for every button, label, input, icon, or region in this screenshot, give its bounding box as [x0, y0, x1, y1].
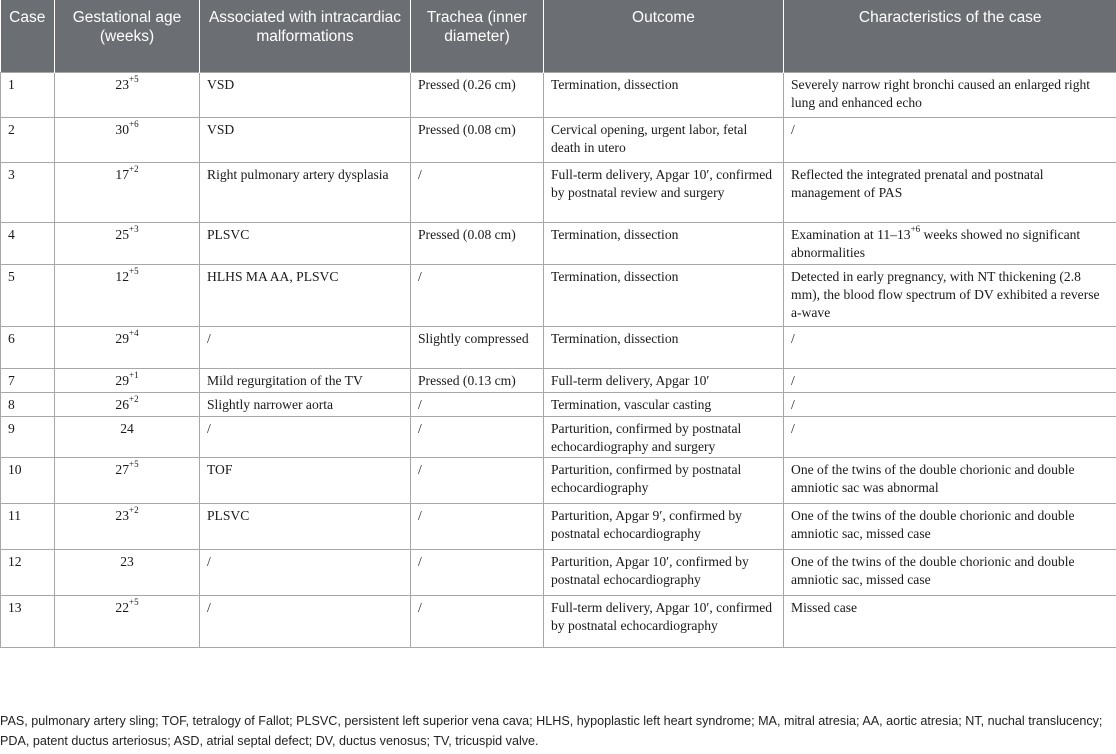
outcome	[544, 549, 784, 595]
associated-malformation	[200, 392, 411, 416]
trachea-diameter	[411, 595, 544, 647]
associated-malformation-text: VSD	[207, 121, 235, 137]
associated-malformation	[200, 416, 411, 457]
gestational-age	[55, 392, 200, 416]
gestational-age-text: 27	[115, 461, 129, 477]
gestational-age	[55, 264, 200, 326]
case-number-text: 3	[8, 166, 15, 182]
case-characteristics-text: /	[791, 330, 795, 346]
table-row	[1, 264, 1116, 326]
gestational-age-text: 12	[115, 268, 129, 284]
outcome-text: Parturition, Apgar 9′, confirmed by postnatal echocardiography	[551, 507, 742, 541]
header-gestational-age: Gestational age (weeks)	[55, 0, 200, 72]
gestational-age-text: 24	[120, 420, 134, 436]
table-row	[1, 416, 1116, 457]
gestational-age	[55, 457, 200, 503]
case-characteristics	[784, 162, 1116, 222]
associated-malformation-text: /	[207, 599, 211, 615]
trachea-diameter-text: /	[418, 268, 422, 284]
table-row	[1, 368, 1116, 392]
associated-malformation	[200, 162, 411, 222]
trachea-diameter	[411, 549, 544, 595]
table-row	[1, 549, 1116, 595]
gestational-age-text: 23	[115, 507, 129, 523]
outcome-text: Parturition, confirmed by postnatal echocardiography	[551, 461, 742, 495]
outcome-text: Full-term delivery, Apgar 10′, confirmed by postnatal echocardiography	[551, 599, 773, 633]
associated-malformation	[200, 72, 411, 117]
gestational-age	[55, 326, 200, 368]
case-characteristics	[784, 72, 1116, 117]
associated-malformation	[200, 549, 411, 595]
case-characteristics-text: Examination at 11–13	[791, 226, 911, 242]
case-characteristics	[784, 222, 1116, 264]
trachea-diameter-text: /	[418, 420, 422, 436]
case-number	[1, 326, 55, 368]
table-row	[1, 392, 1116, 416]
gestational-age-text: 23	[115, 76, 129, 92]
characteristics-superscript: +6	[910, 223, 921, 234]
gestational-age	[55, 549, 200, 595]
gestational-age-days: +5	[129, 265, 139, 276]
table-body	[1, 72, 1116, 647]
gestational-age	[55, 72, 200, 117]
gestational-age-text: 30	[115, 121, 129, 137]
outcome	[544, 457, 784, 503]
case-number	[1, 457, 55, 503]
outcome-text: Cervical opening, urgent labor, fetal death in utero	[551, 121, 748, 155]
outcome	[544, 264, 784, 326]
table-row	[1, 162, 1116, 222]
associated-malformation-text: Mild regurgitation of the TV	[207, 372, 363, 388]
header-associated-malformations: Associated with intracardiac malformations	[200, 0, 411, 72]
outcome-text: Termination, dissection	[551, 268, 679, 284]
trachea-diameter	[411, 416, 544, 457]
trachea-diameter	[411, 392, 544, 416]
case-number	[1, 72, 55, 117]
gestational-age-days: +5	[129, 458, 139, 469]
trachea-diameter-text: /	[418, 461, 422, 477]
trachea-diameter	[411, 457, 544, 503]
case-number-text: 9	[8, 420, 15, 436]
associated-malformation-text: Right pulmonary artery dysplasia	[207, 166, 389, 182]
case-number-text: 12	[8, 553, 22, 569]
gestational-age	[55, 416, 200, 457]
trachea-diameter-text: Pressed (0.08 cm)	[418, 121, 516, 137]
associated-malformation	[200, 457, 411, 503]
outcome-text: Termination, vascular casting	[551, 396, 712, 412]
gestational-age	[55, 595, 200, 647]
table-header-row	[1, 0, 1116, 72]
case-characteristics	[784, 549, 1116, 595]
case-characteristics	[784, 416, 1116, 457]
header-characteristics: Characteristics of the case	[784, 0, 1116, 72]
case-number	[1, 503, 55, 549]
header-case: Case	[1, 0, 55, 72]
outcome	[544, 368, 784, 392]
case-characteristics-text: /	[791, 396, 795, 412]
trachea-diameter	[411, 162, 544, 222]
gestational-age	[55, 503, 200, 549]
gestational-age-days: +5	[129, 596, 139, 607]
trachea-diameter-text: /	[418, 166, 422, 182]
outcome	[544, 503, 784, 549]
case-characteristics-text: One of the twins of the double chorionic and double amniotic sac, missed case	[791, 553, 1075, 587]
table-row	[1, 595, 1116, 647]
trachea-diameter-text: Pressed (0.08 cm)	[418, 226, 516, 242]
case-number	[1, 368, 55, 392]
table-row	[1, 503, 1116, 549]
case-number	[1, 549, 55, 595]
gestational-age-text: 23	[120, 553, 134, 569]
gestational-age-text: 29	[115, 372, 129, 388]
trachea-diameter-text: Pressed (0.13 cm)	[418, 372, 516, 388]
case-characteristics	[784, 264, 1116, 326]
case-number-text: 1	[8, 76, 15, 92]
case-characteristics-text: /	[791, 121, 795, 137]
case-number	[1, 392, 55, 416]
outcome-text: Termination, dissection	[551, 226, 679, 242]
gestational-age	[55, 222, 200, 264]
case-number-text: 8	[8, 396, 15, 412]
outcome	[544, 162, 784, 222]
table-row	[1, 457, 1116, 503]
case-number-text: 6	[8, 330, 15, 346]
case-number-text: 2	[8, 121, 15, 137]
trachea-diameter	[411, 326, 544, 368]
characteristics-continued: weeks showed no significant abnormalities	[791, 226, 1081, 260]
trachea-diameter	[411, 117, 544, 162]
outcome-text: Termination, dissection	[551, 76, 679, 92]
table-row	[1, 72, 1116, 117]
gestational-age-days: +5	[129, 73, 139, 84]
case-characteristics-text: Detected in early pregnancy, with NT thickening (2.8 mm), the blood flow spectrum of DV exhibited a reverse a-wave	[791, 268, 1100, 320]
trachea-diameter-text: /	[418, 396, 422, 412]
trachea-diameter-text: /	[418, 553, 422, 569]
case-characteristics	[784, 117, 1116, 162]
gestational-age-days: +6	[129, 118, 139, 129]
outcome	[544, 595, 784, 647]
outcome	[544, 117, 784, 162]
outcome	[544, 72, 784, 117]
associated-malformation-text: VSD	[207, 76, 235, 92]
case-characteristics	[784, 457, 1116, 503]
outcome-text: Full-term delivery, Apgar 10′	[551, 372, 710, 388]
case-number	[1, 162, 55, 222]
trachea-diameter	[411, 264, 544, 326]
table-row	[1, 326, 1116, 368]
trachea-diameter-text: Slightly compressed	[418, 330, 529, 346]
associated-malformation	[200, 326, 411, 368]
associated-malformation-text: Slightly narrower aorta	[207, 396, 334, 412]
associated-malformation	[200, 117, 411, 162]
trachea-diameter	[411, 222, 544, 264]
outcome	[544, 416, 784, 457]
associated-malformation	[200, 222, 411, 264]
outcome-text: Parturition, confirmed by postnatal echocardiography and surgery	[551, 420, 742, 454]
case-number-text: 11	[8, 507, 22, 523]
trachea-diameter	[411, 72, 544, 117]
trachea-diameter	[411, 368, 544, 392]
case-characteristics-text: /	[791, 372, 795, 388]
outcome-text: Termination, dissection	[551, 330, 679, 346]
associated-malformation-text: TOF	[207, 461, 233, 477]
associated-malformation	[200, 503, 411, 549]
associated-malformation-text: /	[207, 420, 211, 436]
associated-malformation-text: HLHS MA AA, PLSVC	[207, 268, 339, 284]
case-number	[1, 222, 55, 264]
gestational-age-days: +1	[129, 369, 139, 380]
gestational-age-days: +3	[129, 223, 139, 234]
gestational-age	[55, 162, 200, 222]
gestational-age	[55, 368, 200, 392]
case-number	[1, 416, 55, 457]
associated-malformation	[200, 368, 411, 392]
outcome	[544, 326, 784, 368]
gestational-age-text: 26	[115, 396, 129, 412]
gestational-age-days: +4	[129, 327, 139, 338]
trachea-diameter-text: /	[418, 599, 422, 615]
gestational-age-days: +2	[129, 393, 139, 404]
outcome	[544, 222, 784, 264]
header-trachea: Trachea (inner diameter)	[411, 0, 544, 72]
case-characteristics-text: Severely narrow right bronchi caused an enlarged right lung and enhanced echo	[791, 76, 1091, 110]
case-characteristics-text: Reflected the integrated prenatal and postnatal management of PAS	[791, 166, 1044, 200]
outcome	[544, 392, 784, 416]
case-characteristics-text: /	[791, 420, 795, 436]
case-number	[1, 595, 55, 647]
trachea-diameter	[411, 503, 544, 549]
outcome-text: Parturition, Apgar 10′, confirmed by postnatal echocardiography	[551, 553, 749, 587]
header-outcome: Outcome	[544, 0, 784, 72]
associated-malformation-text: PLSVC	[207, 226, 250, 242]
associated-malformation	[200, 264, 411, 326]
associated-malformation-text: PLSVC	[207, 507, 250, 523]
case-number	[1, 117, 55, 162]
case-number	[1, 264, 55, 326]
case-number-text: 7	[8, 372, 15, 388]
case-characteristics-text: Missed case	[791, 599, 858, 615]
associated-malformation	[200, 595, 411, 647]
case-characteristics	[784, 392, 1116, 416]
table-footnote: PAS, pulmonary artery sling; TOF, tetralogy of Fallot; PLSVC, persistent left superior vena cava; HLHS, hypoplastic left heart syndrome; MA, mitral atresia; AA, aortic atresia; NT, nuchal translucency; PDA, patent ductus arteriosus; ASD, atrial septal defect; DV, ductus venosus; TV, tricuspid valve.	[0, 714, 1103, 748]
case-characteristics	[784, 326, 1116, 368]
case-characteristics	[784, 503, 1116, 549]
gestational-age-days: +2	[129, 163, 139, 174]
associated-malformation-text: /	[207, 553, 211, 569]
gestational-age-text: 25	[115, 226, 129, 242]
associated-malformation-text: /	[207, 330, 211, 346]
table-row	[1, 222, 1116, 264]
case-characteristics	[784, 595, 1116, 647]
gestational-age-text: 17	[115, 166, 129, 182]
case-number-text: 10	[8, 461, 22, 477]
case-number-text: 5	[8, 268, 15, 284]
gestational-age-text: 29	[115, 330, 129, 346]
case-characteristics	[784, 368, 1116, 392]
case-number-text: 13	[8, 599, 22, 615]
table-row	[1, 117, 1116, 162]
trachea-diameter-text: Pressed (0.26 cm)	[418, 76, 516, 92]
gestational-age	[55, 117, 200, 162]
gestational-age-text: 22	[115, 599, 129, 615]
outcome-text: Full-term delivery, Apgar 10′, confirmed by postnatal review and surgery	[551, 166, 773, 200]
case-characteristics-text: One of the twins of the double chorionic and double amniotic sac, missed case	[791, 507, 1075, 541]
gestational-age-days: +2	[129, 504, 139, 515]
case-characteristics-text: One of the twins of the double chorionic and double amniotic sac was abnormal	[791, 461, 1075, 495]
case-number-text: 4	[8, 226, 15, 242]
trachea-diameter-text: /	[418, 507, 422, 523]
